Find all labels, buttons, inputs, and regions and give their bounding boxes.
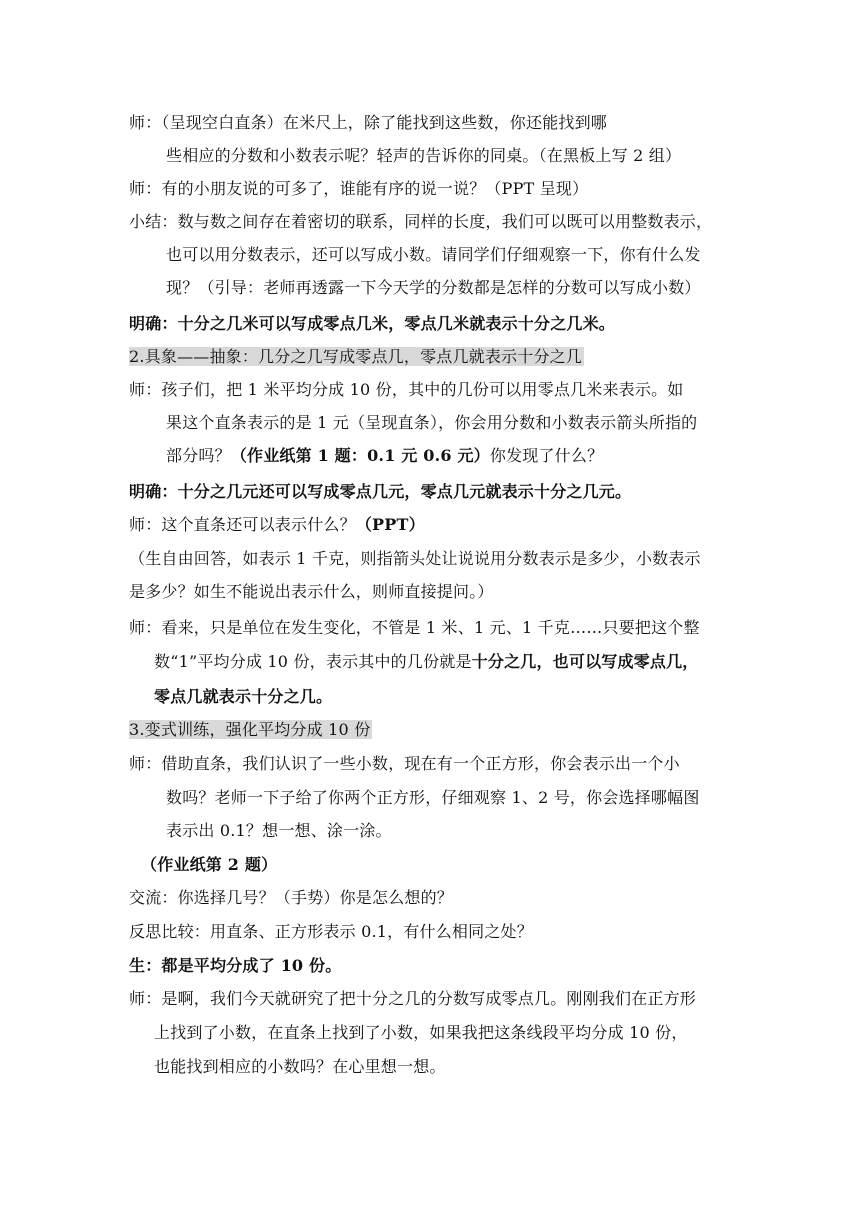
text-line <box>129 211 712 233</box>
line-text: 师：这个直条还可以表示什么？ <box>129 515 356 534</box>
text-line <box>154 651 698 673</box>
line-text: 表示出 0.1？想一想、涂一涂。 <box>166 821 392 840</box>
text-line <box>166 277 701 299</box>
text-line <box>129 548 701 570</box>
text-line <box>129 514 425 536</box>
emphasis-line <box>154 686 332 708</box>
line-text: 明确：十分之几米可以写成零点几米，零点几米就表示十分之几米。 <box>129 314 616 333</box>
text-line <box>154 1022 688 1044</box>
line-text: 果这个直条表示的是 1 元（呈现直条），你会用分数和小数表示箭头所指的 <box>166 413 698 432</box>
line-text: 也能找到相应的小数吗？在心里想一想。 <box>154 1057 446 1076</box>
line-text: 师：有的小朋友说的可多了，谁能有序的说一说？（PPT 呈现） <box>129 179 589 198</box>
line-text: 师：孩子们，把 1 米平均分成 10 份，其中的几份可以用零点几米来表示。如 <box>129 380 684 399</box>
highlighted-heading: 3.变式训练，强化平均分成 10 份 <box>129 720 371 739</box>
line-text: （生自由回答，如表示 1 千克，则指箭头处让说说用分数表示是多少，小数表示 <box>129 549 701 568</box>
line-text: 是多少？如生不能说出表示什么，则师直接提问。） <box>129 582 494 601</box>
line-text: 小结：数与数之间存在着密切的联系，同样的长度，我们可以既可以用整数表示， <box>129 212 713 231</box>
line-text: （作业纸第 2 题） <box>141 855 278 874</box>
line-text: 你发现了什么？ <box>489 446 604 465</box>
highlighted-heading: 2.具象——抽象：几分之几写成零点几，零点几就表示十分之几 <box>129 347 583 366</box>
line-text: 生：都是平均分成了 10 份。 <box>129 956 342 975</box>
student-answer-line <box>129 955 341 977</box>
conclusion-line <box>129 481 631 503</box>
text-line <box>166 820 392 842</box>
text-line <box>154 1056 446 1078</box>
text-line <box>129 581 494 603</box>
text-line <box>129 921 533 943</box>
text-line <box>129 112 607 134</box>
worksheet-reference-line <box>141 854 277 876</box>
line-text: 现？（引导：老师再透露一下今天学的分数都是怎样的分数可以写成小数） <box>166 278 701 297</box>
worksheet-reference: （作业纸第 1 题：0.1 元 0.6 元） <box>230 446 490 465</box>
text-line <box>166 412 697 434</box>
line-text: 数吗？老师一下子给了你两个正方形，仔细观察 1、2 号，你会选择哪幅图 <box>166 788 700 807</box>
text-line <box>129 178 588 200</box>
text-line <box>166 145 681 167</box>
text-line <box>129 988 696 1010</box>
line-text: 反思比较：用直条、正方形表示 0.1，有什么相同之处？ <box>129 922 533 941</box>
line-text: 师：是啊，我们今天就研究了把十分之几的分数写成零点几。刚刚我们在正方形 <box>129 989 697 1008</box>
emphasis-text: 十分之几，也可以写成零点几， <box>471 652 699 671</box>
text-line <box>166 787 700 809</box>
ppt-reference: （PPT） <box>355 515 425 534</box>
line-text: 交流：你选择几号？（手势）你是怎么想的？ <box>129 888 454 907</box>
line-text: 数“1”平均分成 10 份，表示其中的几份就是 <box>154 652 472 671</box>
section-heading <box>129 346 584 368</box>
line-text: 部分吗？ <box>166 446 231 465</box>
conclusion-line <box>129 313 615 335</box>
text-line <box>166 445 603 467</box>
line-text: 些相应的分数和小数表示呢？轻声的告诉你的同桌。（在黑板上写 2 组） <box>166 146 682 165</box>
line-text: 零点几就表示十分之几。 <box>154 687 333 706</box>
text-line <box>166 244 701 266</box>
line-text: 师：看来，只是单位在发生变化，不管是 1 米、1 元、1 千克……只要把这个整 <box>129 618 700 637</box>
text-line <box>129 753 680 775</box>
line-text: 上找到了小数，在直条上找到了小数，如果我把这条线段平均分成 10 份， <box>154 1023 688 1042</box>
line-text: 师：借助直条，我们认识了一些小数，现在有一个正方形，你会表示出一个小 <box>129 754 680 773</box>
line-text: 师：（呈现空白直条）在米尺上，除了能找到这些数，你还能找到哪 <box>129 113 608 132</box>
section-heading <box>129 719 372 741</box>
text-line <box>129 887 453 909</box>
line-text: 也可以用分数表示，还可以写成小数。请同学们仔细观察一下，你有什么发 <box>166 245 701 264</box>
text-line <box>129 379 683 401</box>
text-line <box>129 617 700 639</box>
line-text: 明确：十分之几元还可以写成零点几元，零点几元就表示十分之几元。 <box>129 482 632 501</box>
